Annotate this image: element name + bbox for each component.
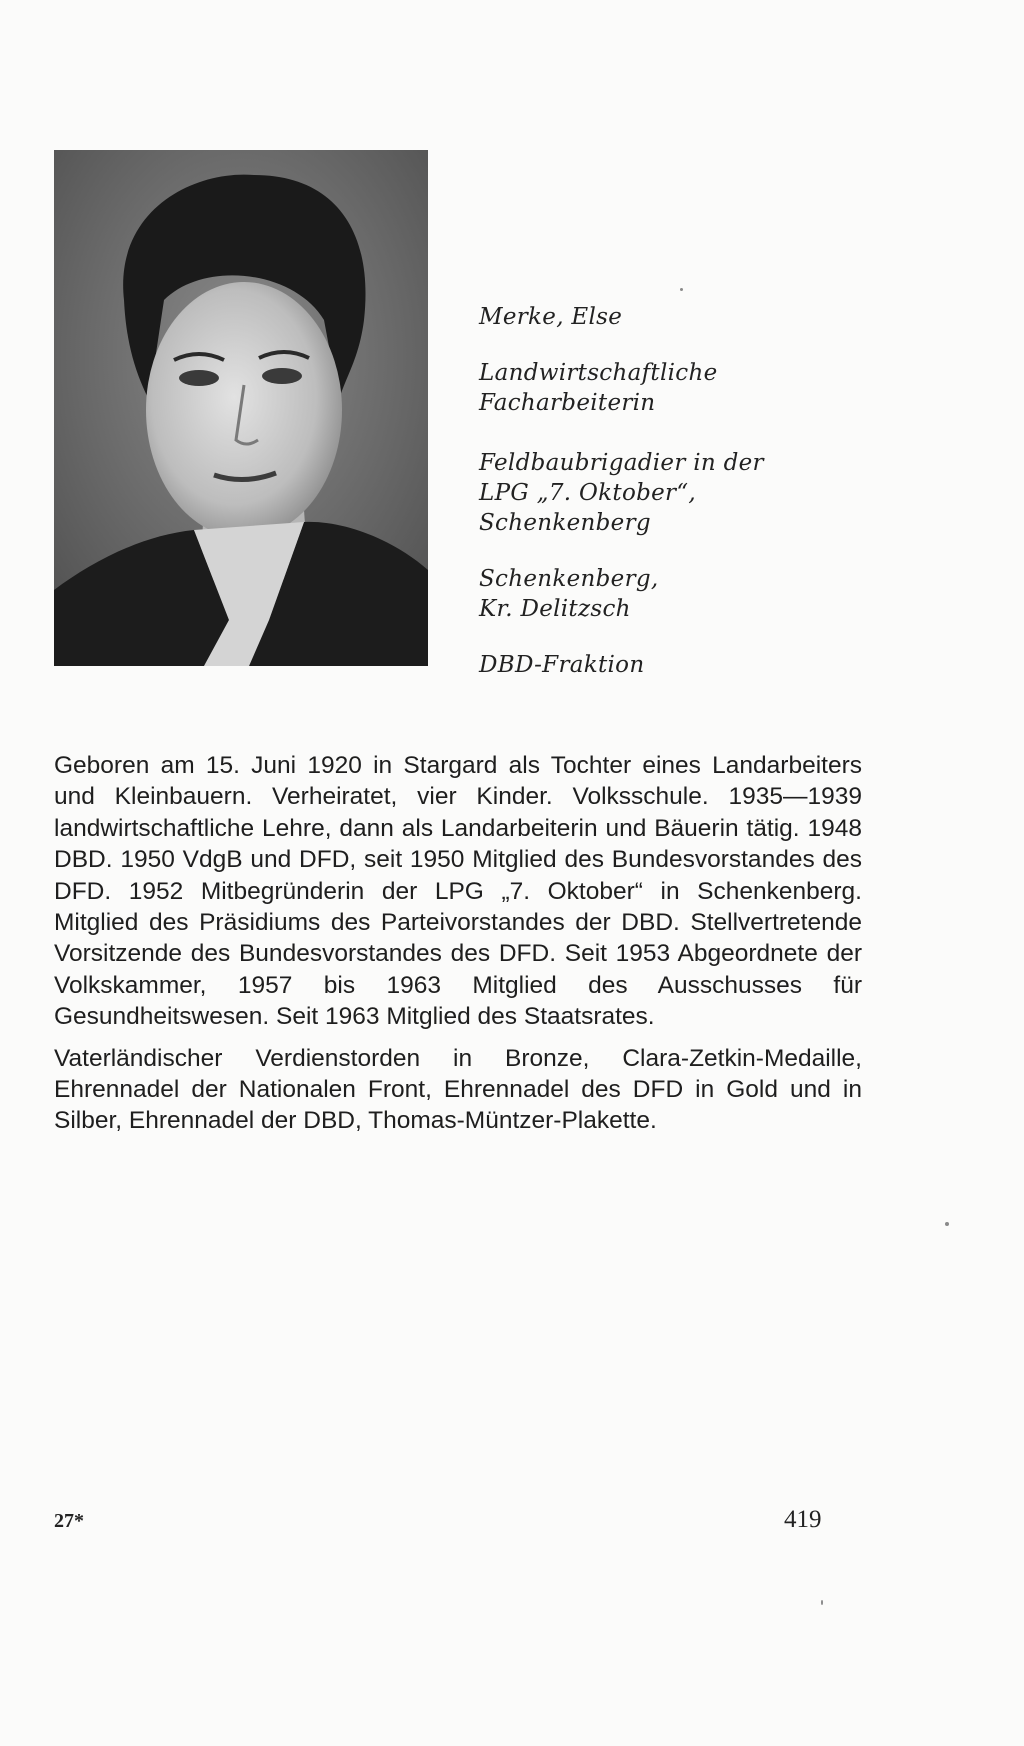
- portrait-photo: [54, 150, 428, 666]
- person-residence: [479, 564, 879, 624]
- print-speck: [680, 288, 683, 291]
- signature-mark: 27*: [54, 1510, 84, 1532]
- biography: [54, 750, 862, 1147]
- person-info: [479, 302, 879, 706]
- residence-line-1: Schenkenberg,: [479, 566, 659, 592]
- person-faction: DBD-Fraktion: [479, 652, 645, 678]
- person-position: [479, 448, 879, 538]
- print-speck: [945, 1222, 949, 1226]
- biography-paragraph: Geboren am 15. Juni 1920 in Stargard als Tochter eines Landarbeiters und Kleinbauern. Verheiratet, vier Kinder. Volksschule. 1935—1939 landwirtschaftliche Lehre, dann als Landarbeiterin und Bäuerin tätig. 1948 DBD. 1950 VdgB und DFD, seit 1950 Mitglied des Bundesvorstandes des DFD. 1952 Mitbegründerin der LPG „7. Oktober“ in Schenkenberg. Mitglied des Präsidiums des Parteivorstandes der DBD. Stellvertretende Vorsitzende des Bundesvorstandes des DFD. Seit 1953 Abgeordnete der Volkskammer, 1957 bis 1963 Mitglied des Ausschusses für Gesundheitswesen. Seit 1963 Mitglied des Staatsrates.: [54, 752, 862, 1031]
- print-speck: [821, 1600, 823, 1605]
- person-name: Merke, Else: [479, 304, 623, 330]
- awards-paragraph: Vaterländischer Verdienstorden in Bronze, Clara-Zetkin-Medaille, Ehrennadel der Nationalen Front, Ehrennadel des DFD in Gold und in Silber, Ehrennadel der DBD, Thomas-Müntzer-Plakette.: [54, 1044, 862, 1135]
- position-line-3: Schenkenberg: [479, 510, 651, 536]
- residence-line-2: Kr. Delitzsch: [479, 596, 631, 622]
- position-line-1: Feldbaubrigadier in der: [479, 450, 764, 476]
- page-number: 419: [784, 1506, 822, 1533]
- position-line-2: LPG „7. Oktober“,: [479, 480, 696, 506]
- person-profession: Landwirtschaftliche Facharbeiterin: [479, 360, 718, 416]
